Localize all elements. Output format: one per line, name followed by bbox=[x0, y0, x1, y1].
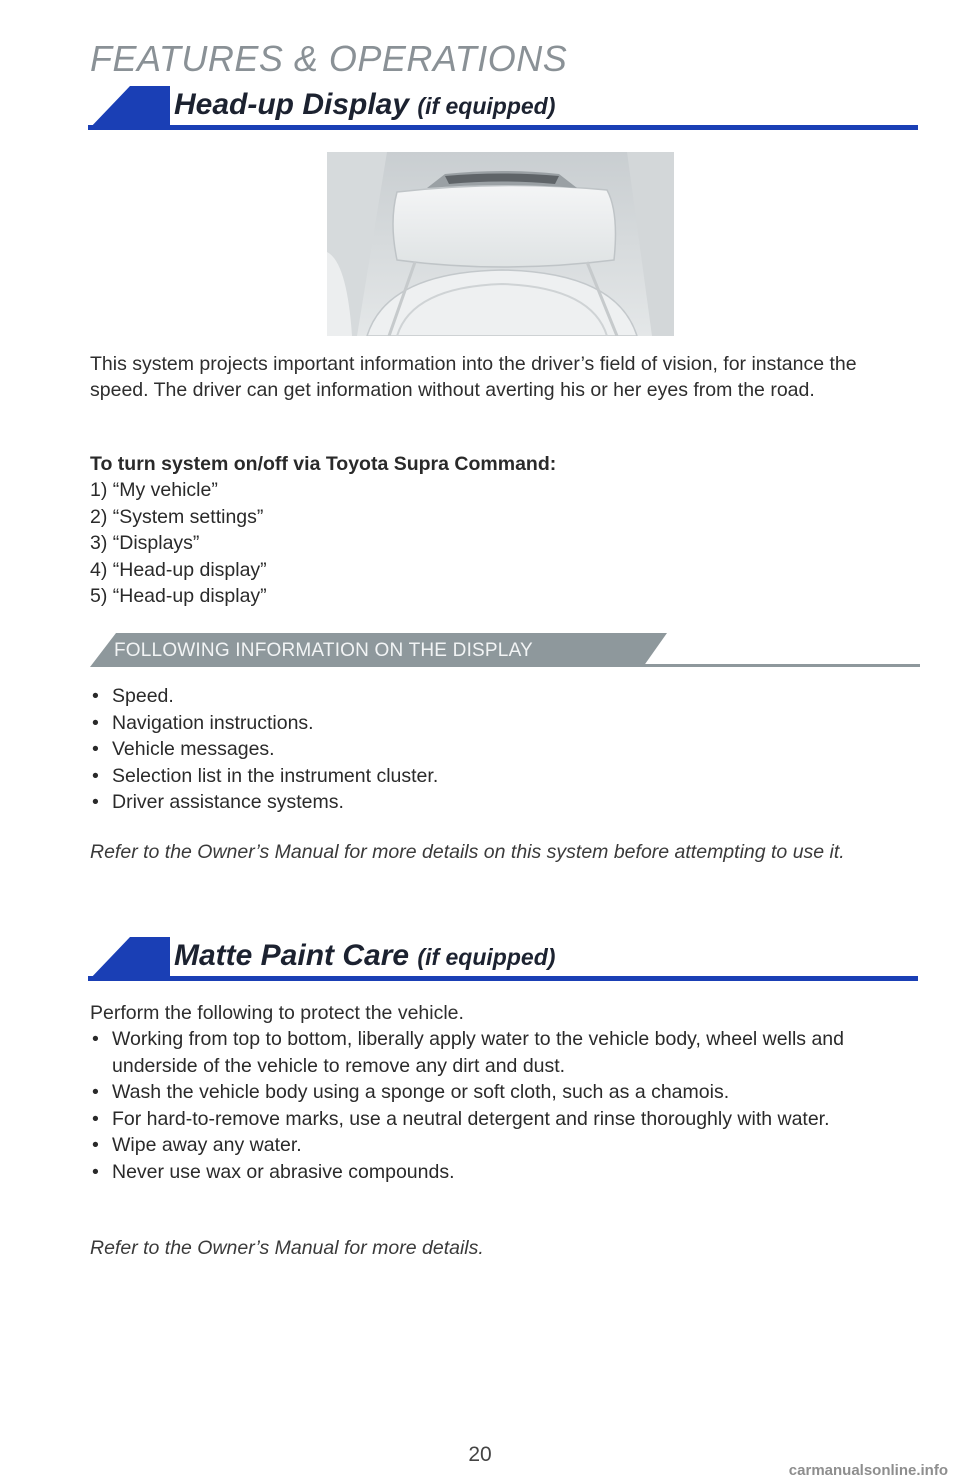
list-item: • Working from top to bottom, liberally apply water to the vehicle body, wheel wells and underside of the vehicle to remove any dirt and dust. bbox=[92, 1026, 912, 1079]
step-item: 3) “Displays” bbox=[90, 532, 200, 555]
step-item: 2) “System settings” bbox=[90, 505, 264, 528]
list-item: • Wipe away any water. bbox=[92, 1132, 912, 1159]
info-subheading bbox=[90, 633, 920, 667]
list-item: • Driver assistance systems. bbox=[92, 789, 438, 816]
section-title bbox=[174, 88, 555, 122]
info-list bbox=[92, 683, 438, 816]
step-item: 5) “Head-up display” bbox=[90, 585, 267, 608]
section-qualifier: (if equipped) bbox=[417, 93, 556, 119]
section-title-text: Head-up Display bbox=[174, 88, 410, 121]
steps-list bbox=[90, 451, 556, 609]
section-rule bbox=[88, 976, 918, 981]
steps-heading: To turn system on/off via Toyota Supra Command: bbox=[90, 453, 557, 475]
section-flag-icon bbox=[88, 86, 170, 130]
list-item: • Selection list in the instrument cluster. bbox=[92, 763, 438, 790]
list-item: • Vehicle messages. bbox=[92, 736, 438, 763]
list-item: • Wash the vehicle body using a sponge or soft cloth, such as a chamois. bbox=[92, 1079, 912, 1106]
section-heading-matte bbox=[88, 937, 918, 981]
list-item: • Navigation instructions. bbox=[92, 710, 438, 737]
watermark: carmanualsonline.info bbox=[788, 1462, 948, 1479]
list-item: • For hard-to-remove marks, use a neutral detergent and rinse thoroughly with water. bbox=[92, 1106, 912, 1133]
section-rule bbox=[88, 125, 918, 130]
matte-intro: Perform the following to protect the vehicle. bbox=[90, 1002, 464, 1024]
hud-note: Refer to the Owner’s Manual for more details on this system before attempting to use it. bbox=[90, 841, 845, 863]
page-number: 20 bbox=[468, 1443, 492, 1466]
matte-note: Refer to the Owner’s Manual for more details. bbox=[90, 1237, 484, 1259]
section-qualifier: (if equipped) bbox=[417, 944, 556, 970]
section-title bbox=[174, 939, 555, 973]
matte-steps bbox=[92, 1026, 912, 1185]
step-item: 4) “Head-up display” bbox=[90, 558, 267, 581]
section-title-text: Matte Paint Care bbox=[174, 939, 410, 972]
page-header: FEATURES & OPERATIONS bbox=[90, 38, 568, 79]
subheading-label: FOLLOWING INFORMATION ON THE DISPLAY bbox=[114, 640, 533, 661]
step-item: 1) “My vehicle” bbox=[90, 479, 218, 502]
list-item: • Speed. bbox=[92, 683, 438, 710]
list-item: • Never use wax or abrasive compounds. bbox=[92, 1159, 912, 1186]
section-flag-icon bbox=[88, 937, 170, 981]
section-heading-hud bbox=[88, 86, 918, 130]
head-up-display-illustration bbox=[327, 152, 674, 336]
hud-description: This system projects important information into the driver’s field of vision, for instance the speed. The driver can get information without averting his or her eyes from the road. bbox=[90, 353, 857, 401]
